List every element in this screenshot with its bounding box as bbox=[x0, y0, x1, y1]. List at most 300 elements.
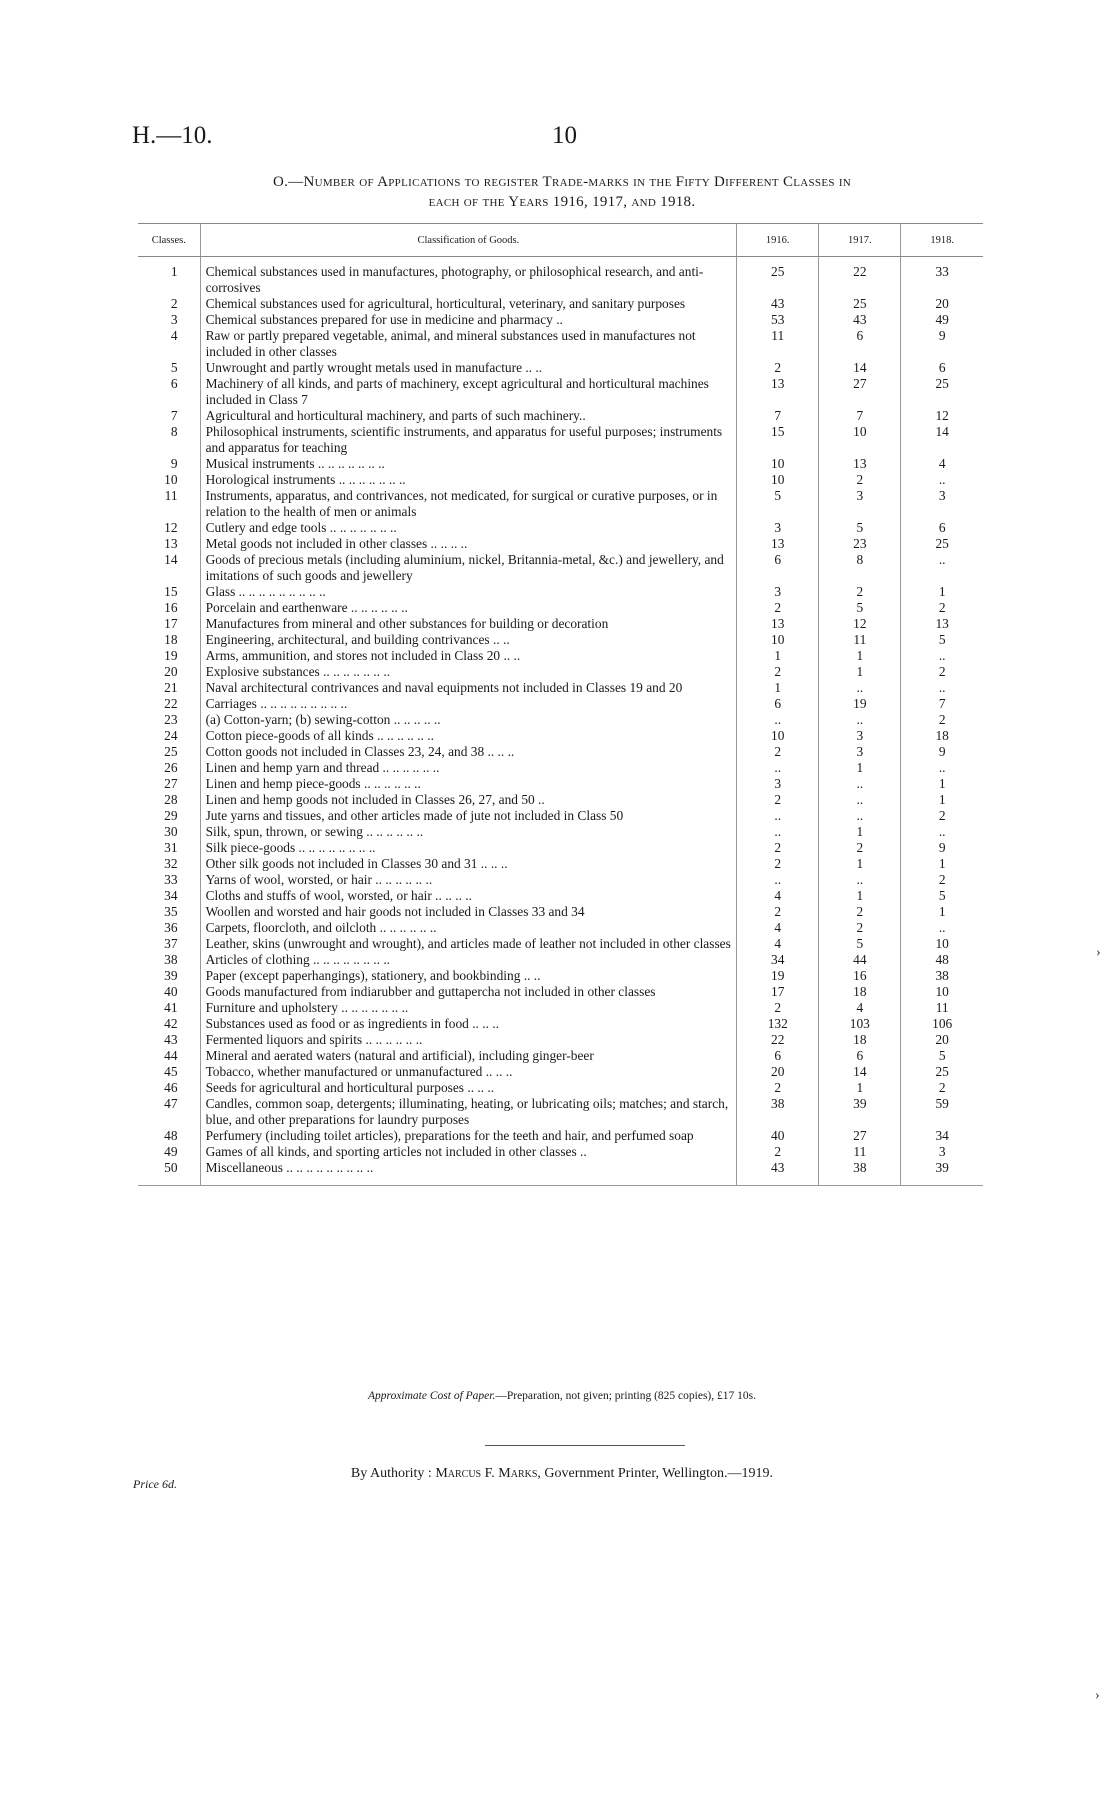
count-1917: 14 bbox=[819, 360, 901, 376]
class-number: 39 bbox=[164, 968, 178, 983]
count-1917: 5 bbox=[819, 600, 901, 616]
count-1918: 18 bbox=[901, 728, 983, 744]
table-row bbox=[138, 760, 983, 776]
page-number: 10 bbox=[552, 122, 577, 149]
classification-text: Raw or partly prepared vegetable, animal, and mineral substances used in manufactures not included in other classes bbox=[200, 328, 737, 360]
count-1917: 18 bbox=[819, 984, 901, 1000]
count-1916: 2 bbox=[737, 792, 819, 808]
title-line-1 bbox=[132, 172, 992, 192]
count-1916: 2 bbox=[737, 744, 819, 760]
table-row bbox=[138, 696, 983, 712]
table-row bbox=[138, 792, 983, 808]
count-1917: 13 bbox=[819, 456, 901, 472]
class-number: 41 bbox=[164, 1000, 178, 1015]
class-number: 48 bbox=[164, 1128, 178, 1143]
class-number: 31 bbox=[164, 840, 178, 855]
count-1918: 20 bbox=[901, 296, 983, 312]
classification-text: Cotton piece-goods of all kinds .. .. .. .. .. .. bbox=[200, 728, 737, 744]
table-row bbox=[138, 424, 983, 456]
class-number: 25 bbox=[164, 744, 178, 759]
table-row bbox=[138, 1048, 983, 1064]
count-1917: .. bbox=[819, 680, 901, 696]
classification-text: Goods of precious metals (including aluminium, nickel, Britannia-metal, &c.) and jewellery, and imitations of such goods and jewellery bbox=[200, 552, 737, 584]
count-1918: 25 bbox=[901, 1064, 983, 1080]
class-number: 50 bbox=[138, 1160, 200, 1186]
class-number: 11 bbox=[164, 488, 178, 503]
class-number: 30 bbox=[164, 824, 178, 839]
class-number: 36 bbox=[164, 920, 178, 935]
count-1916: 3 bbox=[737, 520, 819, 536]
class-number: 32 bbox=[164, 856, 178, 871]
table-row bbox=[138, 536, 983, 552]
class-number: 44 bbox=[164, 1048, 178, 1063]
count-1918: 38 bbox=[901, 968, 983, 984]
count-1918: 25 bbox=[901, 376, 983, 408]
class-number: 42 bbox=[164, 1016, 178, 1031]
count-1916: 7 bbox=[737, 408, 819, 424]
count-1918: 34 bbox=[901, 1128, 983, 1144]
table-row bbox=[138, 456, 983, 472]
header-classes: Classes. bbox=[138, 224, 200, 257]
count-1918: 13 bbox=[901, 616, 983, 632]
count-1917: .. bbox=[819, 712, 901, 728]
count-1918: 49 bbox=[901, 312, 983, 328]
count-1918: .. bbox=[901, 920, 983, 936]
count-1916: 34 bbox=[737, 952, 819, 968]
count-1917: 103 bbox=[819, 1016, 901, 1032]
classification-text: Agricultural and horticultural machinery, and parts of such machinery.. bbox=[200, 408, 737, 424]
count-1916: 5 bbox=[737, 488, 819, 520]
table-row bbox=[138, 840, 983, 856]
classification-text: Glass .. .. .. .. .. .. .. .. .. bbox=[200, 584, 737, 600]
classification-text: Cotton goods not included in Classes 23, 24, and 38 .. .. .. bbox=[200, 744, 737, 760]
classification-text: Articles of clothing .. .. .. .. .. .. .. .. bbox=[200, 952, 737, 968]
count-1917: 19 bbox=[819, 696, 901, 712]
classification-text: Paper (except paperhangings), stationery, and bookbinding .. .. bbox=[200, 968, 737, 984]
authority-prefix: By Authority : bbox=[350, 1466, 432, 1481]
table-row bbox=[138, 1160, 983, 1186]
table-row bbox=[138, 968, 983, 984]
class-number: 17 bbox=[164, 616, 178, 631]
count-1916: 2 bbox=[737, 664, 819, 680]
table-row bbox=[138, 952, 983, 968]
class-number: 43 bbox=[164, 1032, 178, 1047]
count-1918: 1 bbox=[901, 776, 983, 792]
margin-mark-icon: › bbox=[1096, 945, 1101, 960]
count-1918: .. bbox=[901, 680, 983, 696]
count-1916: 4 bbox=[737, 888, 819, 904]
count-1917: 1 bbox=[819, 824, 901, 840]
classification-text: Porcelain and earthenware .. .. .. .. .. .. bbox=[200, 600, 737, 616]
class-number: 24 bbox=[164, 728, 178, 743]
classification-text: Silk piece-goods .. .. .. .. .. .. .. .. bbox=[200, 840, 737, 856]
count-1918: 2 bbox=[901, 808, 983, 824]
cost-label: Approximate Cost of Paper. bbox=[368, 1390, 496, 1402]
classification-text: Leather, skins (unwrought and wrought), and articles made of leather not included in other classes bbox=[200, 936, 737, 952]
count-1917: 1 bbox=[819, 1080, 901, 1096]
count-1918: 5 bbox=[901, 632, 983, 648]
class-number: 4 bbox=[170, 328, 178, 343]
trade-marks-table bbox=[138, 223, 983, 1186]
count-1916: 17 bbox=[737, 984, 819, 1000]
table-row bbox=[138, 360, 983, 376]
count-1918: 2 bbox=[901, 664, 983, 680]
classification-text: Tobacco, whether manufactured or unmanufactured .. .. .. bbox=[200, 1064, 737, 1080]
count-1917: 10 bbox=[819, 424, 901, 456]
header-1917: 1917. bbox=[819, 224, 901, 257]
price-note: Price 6d. bbox=[133, 1477, 177, 1491]
count-1916: .. bbox=[737, 760, 819, 776]
classification-text: Substances used as food or as ingredients in food .. .. .. bbox=[200, 1016, 737, 1032]
classification-text: (a) Cotton-yarn; (b) sewing-cotton .. .. .. .. .. bbox=[200, 712, 737, 728]
count-1918: 33 bbox=[901, 257, 983, 297]
table-row bbox=[138, 1128, 983, 1144]
table-body bbox=[138, 257, 983, 1186]
count-1917: 2 bbox=[819, 584, 901, 600]
table-row bbox=[138, 408, 983, 424]
count-1917: 6 bbox=[819, 1048, 901, 1064]
count-1918: 2 bbox=[901, 712, 983, 728]
table-row bbox=[138, 984, 983, 1000]
class-number: 46 bbox=[164, 1080, 178, 1095]
table-row bbox=[138, 600, 983, 616]
class-number: 26 bbox=[164, 760, 178, 775]
count-1918: .. bbox=[901, 760, 983, 776]
classification-text: Jute yarns and tissues, and other articles made of jute not included in Class 50 bbox=[200, 808, 737, 824]
classification-text: Philosophical instruments, scientific instruments, and apparatus for useful purposes; instruments and apparatus for teaching bbox=[200, 424, 737, 456]
margin-mark-icon: › bbox=[1095, 1688, 1100, 1703]
title-line-1-text: Number of Applications to register Trade-marks in the Fifty Different Classes in bbox=[303, 174, 852, 190]
count-1917: 5 bbox=[819, 936, 901, 952]
table-row bbox=[138, 520, 983, 536]
count-1918: 9 bbox=[901, 744, 983, 760]
classification-text: Chemical substances used for agricultural, horticultural, veterinary, and sanitary purposes bbox=[200, 296, 737, 312]
classification-text: Musical instruments .. .. .. .. .. .. .. bbox=[200, 456, 737, 472]
count-1916: 20 bbox=[737, 1064, 819, 1080]
count-1917: 14 bbox=[819, 1064, 901, 1080]
classification-text: Arms, ammunition, and stores not included in Class 20 .. .. bbox=[200, 648, 737, 664]
count-1916: 19 bbox=[737, 968, 819, 984]
count-1916: 40 bbox=[737, 1128, 819, 1144]
class-number: 6 bbox=[170, 376, 178, 391]
classification-text: Seeds for agricultural and horticultural purposes .. .. .. bbox=[200, 1080, 737, 1096]
count-1916: 1 bbox=[737, 680, 819, 696]
table-row bbox=[138, 488, 983, 520]
classification-text: Linen and hemp piece-goods .. .. .. .. .. .. bbox=[200, 776, 737, 792]
count-1916: 13 bbox=[737, 616, 819, 632]
class-number: 5 bbox=[170, 360, 178, 375]
table-row bbox=[138, 1144, 983, 1160]
classification-text: Horological instruments .. .. .. .. .. .. .. bbox=[200, 472, 737, 488]
count-1917: 2 bbox=[819, 920, 901, 936]
count-1917: .. bbox=[819, 808, 901, 824]
count-1916: 2 bbox=[737, 360, 819, 376]
table-row bbox=[138, 328, 983, 360]
table-row bbox=[138, 632, 983, 648]
count-1916: 43 bbox=[737, 1160, 819, 1186]
divider-rule bbox=[485, 1445, 685, 1446]
class-number: 8 bbox=[170, 424, 178, 439]
count-1916: 15 bbox=[737, 424, 819, 456]
count-1917: 11 bbox=[819, 1144, 901, 1160]
table-header-row bbox=[138, 224, 983, 257]
count-1917: 11 bbox=[819, 632, 901, 648]
count-1917: 8 bbox=[819, 552, 901, 584]
count-1917: 12 bbox=[819, 616, 901, 632]
count-1918: 2 bbox=[901, 600, 983, 616]
count-1916: .. bbox=[737, 872, 819, 888]
table-row bbox=[138, 920, 983, 936]
count-1916: 10 bbox=[737, 456, 819, 472]
count-1917: .. bbox=[819, 792, 901, 808]
count-1916: 43 bbox=[737, 296, 819, 312]
table-row bbox=[138, 472, 983, 488]
count-1918: 12 bbox=[901, 408, 983, 424]
count-1917: .. bbox=[819, 776, 901, 792]
count-1918: 2 bbox=[901, 872, 983, 888]
count-1916: 11 bbox=[737, 328, 819, 360]
header-classification: Classification of Goods. bbox=[200, 224, 737, 257]
classification-text: Candles, common soap, detergents; illuminating, heating, or lubricating oils; matches; and starch, blue, and other preparations for laundry purposes bbox=[200, 1096, 737, 1128]
table-row bbox=[138, 904, 983, 920]
header-1916: 1916. bbox=[737, 224, 819, 257]
class-number: 21 bbox=[164, 680, 178, 695]
class-number: 3 bbox=[170, 312, 178, 327]
count-1917: 39 bbox=[819, 1096, 901, 1128]
count-1916: 6 bbox=[737, 1048, 819, 1064]
count-1918: .. bbox=[901, 552, 983, 584]
count-1917: 2 bbox=[819, 472, 901, 488]
classification-text: Metal goods not included in other classes .. .. .. .. bbox=[200, 536, 737, 552]
count-1917: 18 bbox=[819, 1032, 901, 1048]
count-1916: 2 bbox=[737, 904, 819, 920]
count-1916: .. bbox=[737, 808, 819, 824]
count-1917: 3 bbox=[819, 728, 901, 744]
count-1918: 59 bbox=[901, 1096, 983, 1128]
classification-text: Chemical substances prepared for use in medicine and pharmacy .. bbox=[200, 312, 737, 328]
class-number: 34 bbox=[164, 888, 178, 903]
classification-text: Woollen and worsted and hair goods not included in Classes 33 and 34 bbox=[200, 904, 737, 920]
classification-text: Perfumery (including toilet articles), preparations for the teeth and hair, and perfumed soap bbox=[200, 1128, 737, 1144]
count-1916: 3 bbox=[737, 584, 819, 600]
classification-text: Cutlery and edge tools .. .. .. .. .. .. .. bbox=[200, 520, 737, 536]
count-1918: .. bbox=[901, 472, 983, 488]
table-row bbox=[138, 712, 983, 728]
count-1917: 1 bbox=[819, 760, 901, 776]
count-1917: 1 bbox=[819, 648, 901, 664]
count-1917: 7 bbox=[819, 408, 901, 424]
count-1918: 7 bbox=[901, 696, 983, 712]
class-number: 23 bbox=[164, 712, 178, 727]
class-number: 13 bbox=[164, 536, 178, 551]
class-number: 14 bbox=[164, 552, 178, 567]
count-1917: 16 bbox=[819, 968, 901, 984]
count-1918: 25 bbox=[901, 536, 983, 552]
table-row bbox=[138, 1000, 983, 1016]
count-1918: 4 bbox=[901, 456, 983, 472]
count-1916: 4 bbox=[737, 936, 819, 952]
classification-text: Manufactures from mineral and other substances for building or decoration bbox=[200, 616, 737, 632]
classification-text: Cloths and stuffs of wool, worsted, or hair .. .. .. .. bbox=[200, 888, 737, 904]
class-number: 29 bbox=[164, 808, 178, 823]
count-1916: 3 bbox=[737, 776, 819, 792]
table-row bbox=[138, 744, 983, 760]
classification-text: Other silk goods not included in Classes 30 and 31 .. .. .. bbox=[200, 856, 737, 872]
classification-text: Mineral and aerated waters (natural and artificial), including ginger-beer bbox=[200, 1048, 737, 1064]
class-number: 12 bbox=[164, 520, 178, 535]
count-1918: 6 bbox=[901, 520, 983, 536]
classification-text: Unwrought and partly wrought metals used in manufacture .. .. bbox=[200, 360, 737, 376]
count-1916: 22 bbox=[737, 1032, 819, 1048]
classification-text: Miscellaneous .. .. .. .. .. .. .. .. .. bbox=[200, 1160, 737, 1186]
count-1918: 106 bbox=[901, 1016, 983, 1032]
class-number: 35 bbox=[164, 904, 178, 919]
classification-text: Machinery of all kinds, and parts of machinery, except agricultural and horticultural machines included in Class 7 bbox=[200, 376, 737, 408]
class-number: 28 bbox=[164, 792, 178, 807]
count-1918: 14 bbox=[901, 424, 983, 456]
cost-text: —Preparation, not given; printing (825 copies), £17 10s. bbox=[495, 1390, 756, 1402]
class-number: 16 bbox=[164, 600, 178, 615]
page-reference: H.—10. bbox=[132, 122, 213, 149]
count-1916: 2 bbox=[737, 840, 819, 856]
table-row bbox=[138, 856, 983, 872]
classification-text: Linen and hemp yarn and thread .. .. .. .. .. .. bbox=[200, 760, 737, 776]
count-1917: 43 bbox=[819, 312, 901, 328]
class-number: 18 bbox=[164, 632, 178, 647]
class-number: 7 bbox=[170, 408, 178, 423]
classification-text: Instruments, apparatus, and contrivances, not medicated, for surgical or curative purposes, or in relation to the health of men or animals bbox=[200, 488, 737, 520]
count-1918: .. bbox=[901, 648, 983, 664]
count-1918: 3 bbox=[901, 1144, 983, 1160]
table-row bbox=[138, 776, 983, 792]
count-1917: 5 bbox=[819, 520, 901, 536]
table-row bbox=[138, 552, 983, 584]
imprint-line bbox=[132, 1466, 992, 1482]
class-number: 33 bbox=[164, 872, 178, 887]
count-1917: 27 bbox=[819, 1128, 901, 1144]
count-1916: 13 bbox=[737, 376, 819, 408]
count-1916: 6 bbox=[737, 696, 819, 712]
table-row bbox=[138, 1080, 983, 1096]
classification-text: Explosive substances .. .. .. .. .. .. .. bbox=[200, 664, 737, 680]
count-1918: 10 bbox=[901, 936, 983, 952]
class-number: 1 bbox=[170, 264, 178, 279]
count-1917: 1 bbox=[819, 856, 901, 872]
count-1918: .. bbox=[901, 824, 983, 840]
class-number: 10 bbox=[164, 472, 178, 487]
table-row bbox=[138, 312, 983, 328]
classification-text: Naval architectural contrivances and naval equipments not included in Classes 19 and 20 bbox=[200, 680, 737, 696]
count-1917: 4 bbox=[819, 1000, 901, 1016]
table-row bbox=[138, 257, 983, 297]
class-number: 19 bbox=[164, 648, 178, 663]
count-1917: 38 bbox=[819, 1160, 901, 1186]
title-line-2: each of the Years 1916, 1917, and 1918. bbox=[428, 194, 696, 210]
class-number: 22 bbox=[164, 696, 178, 711]
table-row bbox=[138, 1064, 983, 1080]
table-row bbox=[138, 616, 983, 632]
class-number: 9 bbox=[170, 456, 178, 471]
page-header bbox=[132, 122, 992, 162]
count-1917: 22 bbox=[819, 257, 901, 297]
count-1918: 6 bbox=[901, 360, 983, 376]
table-row bbox=[138, 872, 983, 888]
class-number: 38 bbox=[164, 952, 178, 967]
count-1917: 2 bbox=[819, 840, 901, 856]
table-title bbox=[132, 172, 992, 212]
count-1918: 2 bbox=[901, 1080, 983, 1096]
classification-text: Engineering, architectural, and building contrivances .. .. bbox=[200, 632, 737, 648]
table-row bbox=[138, 1016, 983, 1032]
count-1916: 1 bbox=[737, 648, 819, 664]
table-row bbox=[138, 296, 983, 312]
table-row bbox=[138, 584, 983, 600]
classification-text: Yarns of wool, worsted, or hair .. .. .. .. .. .. bbox=[200, 872, 737, 888]
count-1917: 27 bbox=[819, 376, 901, 408]
table-row bbox=[138, 1096, 983, 1128]
count-1917: 2 bbox=[819, 904, 901, 920]
table-row bbox=[138, 936, 983, 952]
classification-text: Goods manufactured from indiarubber and guttapercha not included in other classes bbox=[200, 984, 737, 1000]
class-number: 47 bbox=[164, 1096, 178, 1111]
classification-text: Chemical substances used in manufactures, photography, or philosophical research, and anti-corrosives bbox=[200, 257, 737, 297]
count-1916: 4 bbox=[737, 920, 819, 936]
count-1916: 132 bbox=[737, 1016, 819, 1032]
count-1917: 44 bbox=[819, 952, 901, 968]
count-1917: .. bbox=[819, 872, 901, 888]
count-1916: .. bbox=[737, 712, 819, 728]
count-1916: 2 bbox=[737, 1144, 819, 1160]
class-number: 15 bbox=[164, 584, 178, 599]
count-1916: 10 bbox=[737, 632, 819, 648]
count-1918: 1 bbox=[901, 792, 983, 808]
authority-suffix: , Government Printer, Wellington.—1919. bbox=[537, 1466, 774, 1481]
table-row bbox=[138, 728, 983, 744]
count-1917: 3 bbox=[819, 744, 901, 760]
table-row bbox=[138, 824, 983, 840]
count-1916: 2 bbox=[737, 1000, 819, 1016]
cost-note bbox=[132, 1390, 992, 1402]
table-row bbox=[138, 680, 983, 696]
count-1917: 1 bbox=[819, 664, 901, 680]
count-1916: 10 bbox=[737, 472, 819, 488]
classification-text: Furniture and upholstery .. .. .. .. .. .. .. bbox=[200, 1000, 737, 1016]
class-number: 49 bbox=[164, 1144, 178, 1159]
count-1916: 6 bbox=[737, 552, 819, 584]
count-1916: 13 bbox=[737, 536, 819, 552]
count-1916: 38 bbox=[737, 1096, 819, 1128]
classification-text: Carriages .. .. .. .. .. .. .. .. .. bbox=[200, 696, 737, 712]
table-row bbox=[138, 808, 983, 824]
class-number: 20 bbox=[164, 664, 178, 679]
count-1916: 10 bbox=[737, 728, 819, 744]
count-1917: 25 bbox=[819, 296, 901, 312]
count-1918: 5 bbox=[901, 1048, 983, 1064]
class-number: 2 bbox=[170, 296, 178, 311]
table-row bbox=[138, 1032, 983, 1048]
count-1918: 39 bbox=[901, 1160, 983, 1186]
count-1918: 10 bbox=[901, 984, 983, 1000]
count-1916: 53 bbox=[737, 312, 819, 328]
count-1918: 5 bbox=[901, 888, 983, 904]
count-1917: 23 bbox=[819, 536, 901, 552]
count-1917: 3 bbox=[819, 488, 901, 520]
classification-text: Fermented liquors and spirits .. .. .. .. .. .. bbox=[200, 1032, 737, 1048]
table-row bbox=[138, 664, 983, 680]
table-row bbox=[138, 888, 983, 904]
count-1918: 1 bbox=[901, 856, 983, 872]
printer-name: Marcus F. Marks bbox=[435, 1466, 538, 1481]
